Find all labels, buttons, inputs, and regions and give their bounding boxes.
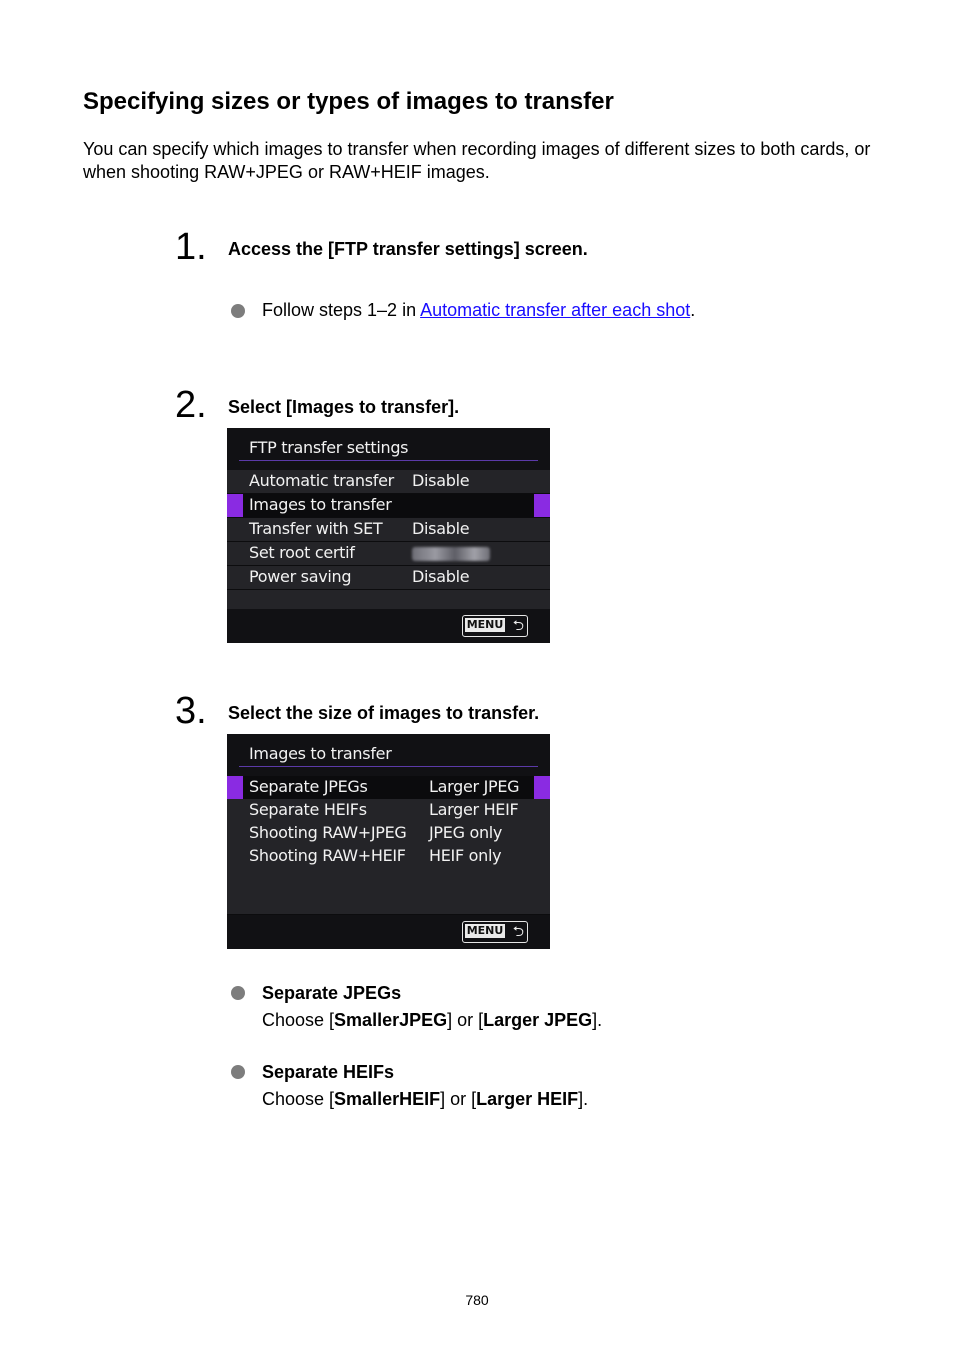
bullet-icon [231, 986, 245, 1000]
images-to-transfer-screen [227, 734, 550, 949]
option-text: ]. [592, 1010, 603, 1030]
menu-row-automatic-transfer[interactable] [227, 470, 550, 494]
intro-paragraph: You can specify which images to transfer when recording images of different sizes to both cards, or when shooting RAW+JPEG or RAW+HEIF images. [83, 139, 871, 182]
option-value: SmallerJPEG [334, 1010, 448, 1030]
row-label: Set root certif [249, 543, 355, 562]
row-label: Transfer with SET [249, 519, 383, 538]
menu-row-shooting-raw-jpeg[interactable] [227, 822, 550, 846]
row-value: Disable [412, 567, 470, 586]
row-label: Power saving [249, 567, 352, 586]
option-text: Choose [ [262, 1089, 335, 1109]
step-3-number: 3. [175, 690, 207, 732]
title-divider [239, 766, 538, 767]
row-label: Separate JPEGs [249, 777, 368, 796]
page-number: 780 [465, 1292, 489, 1308]
option-heading: Separate JPEGs [262, 983, 402, 1003]
menu-row-empty [227, 891, 550, 915]
title-divider [239, 460, 538, 461]
menu-label: MENU [466, 618, 504, 631]
row-label: Shooting RAW+JPEG [249, 823, 407, 842]
menu-row-empty [227, 868, 550, 892]
row-label: Automatic transfer [249, 471, 394, 490]
screen-title: FTP transfer settings [249, 438, 409, 457]
option-value: Larger JPEG [483, 1010, 593, 1030]
row-label: Separate HEIFs [249, 800, 367, 819]
ftp-transfer-settings-screen [227, 428, 550, 643]
menu-back-button[interactable] [462, 615, 528, 637]
screen-title: Images to transfer [249, 744, 392, 763]
step-1-bullet-suffix: . [690, 300, 696, 320]
option-text: ] or [ [447, 1010, 484, 1030]
option-value: Larger HEIF [476, 1089, 579, 1109]
page-title: Specifying sizes or types of images to transfer [83, 88, 614, 115]
menu-row-separate-jpegs[interactable] [227, 776, 550, 800]
menu-row-separate-heifs[interactable] [227, 799, 550, 823]
menu-back-button[interactable] [462, 921, 528, 943]
bullet-icon [231, 1065, 245, 1079]
row-value: Larger HEIF [429, 800, 519, 819]
row-value: Larger JPEG [429, 777, 520, 796]
row-value: HEIF only [429, 846, 502, 865]
screen-footer [227, 609, 550, 643]
menu-row-power-saving[interactable] [227, 566, 550, 590]
row-value: JPEG only [429, 823, 503, 842]
back-arrow-icon: ⮌ [512, 618, 524, 634]
step-3-title: Select the size of images to transfer. [228, 703, 540, 723]
screen-footer [227, 915, 550, 949]
row-label: Shooting RAW+HEIF [249, 846, 406, 865]
option-text: ]. [578, 1089, 589, 1109]
row-label: Images to transfer [249, 495, 392, 514]
option-value: SmallerHEIF [334, 1089, 441, 1109]
row-value: Disable [412, 471, 470, 490]
row-value: Disable [412, 519, 470, 538]
bullet-icon [231, 304, 245, 318]
menu-row-set-root-certif[interactable] [227, 542, 550, 566]
menu-row-images-to-transfer[interactable] [227, 494, 550, 518]
option-separate-heifs [262, 1059, 588, 1113]
step-2-number: 2. [175, 384, 207, 426]
option-text: Choose [ [262, 1010, 335, 1030]
step-1-number: 1. [175, 226, 207, 268]
step-2-title: Select [Images to transfer]. [228, 397, 460, 417]
option-separate-jpegs [262, 980, 602, 1034]
automatic-transfer-link[interactable]: Automatic transfer after each shot [420, 300, 691, 320]
option-text: ] or [ [440, 1089, 477, 1109]
step-1-bullet [262, 297, 695, 324]
step-1-title: Access the [FTP transfer settings] screen. [228, 239, 588, 259]
menu-label: MENU [466, 924, 504, 937]
back-arrow-icon: ⮌ [512, 924, 524, 940]
option-heading: Separate HEIFs [262, 1062, 395, 1082]
menu-row-shooting-raw-heif[interactable] [227, 845, 550, 869]
step-1-bullet-prefix: Follow steps 1–2 in [262, 300, 421, 320]
menu-row-transfer-with-set[interactable] [227, 518, 550, 542]
blurred-value [412, 547, 490, 561]
